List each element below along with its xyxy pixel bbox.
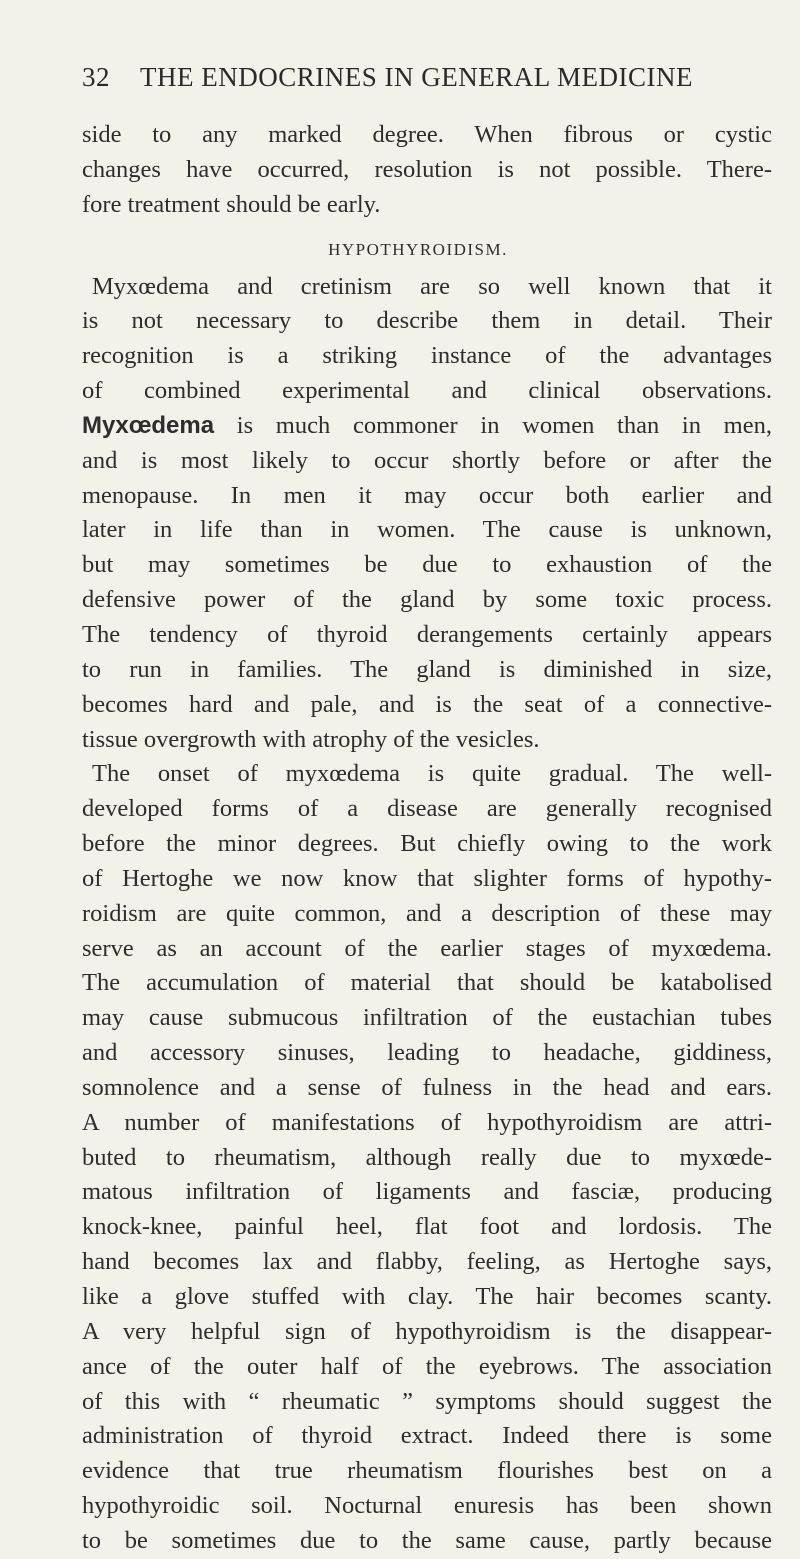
page-number: 32	[82, 62, 110, 92]
text-line: and accessory sinuses, leading to headache, giddiness,	[82, 1039, 772, 1067]
running-head	[82, 62, 766, 102]
text-line: tissue overgrowth with atrophy of the vesicles.	[82, 725, 540, 753]
text-line: roidism are quite common, and a description of these may	[82, 899, 772, 927]
text-line: recognition is a striking instance of the advantages	[82, 342, 772, 370]
section-heading: HYPOTHYROIDISM.	[328, 239, 508, 259]
text-line: buted to rheumatism, although really due to myxœde-	[82, 1143, 772, 1171]
text-line: knock-knee, painful heel, flat foot and lordosis. The	[82, 1213, 772, 1241]
text-line: serve as an account of the earlier stages of myxœdema.	[82, 934, 772, 962]
running-head-title: THE ENDOCRINES IN GENERAL MEDICINE	[140, 62, 693, 92]
text-line: hypothyroidic soil. Nocturnal enuresis has been shown	[82, 1492, 772, 1520]
text-line: fore treatment should be early.	[82, 190, 381, 218]
text-line: developed forms of a disease are generally recognised	[82, 795, 772, 823]
text-line: The onset of myxœdema is quite gradual. The well-	[92, 760, 772, 788]
text-line: becomes hard and pale, and is the seat of a connective-	[82, 690, 772, 718]
text-line: A number of manifestations of hypothyroidism are attri-	[82, 1108, 772, 1136]
text-line: like a glove stuffed with clay. The hair becomes scanty.	[82, 1283, 772, 1310]
text-line: matous infiltration of ligaments and fasciæ, producing	[82, 1178, 772, 1206]
text-line: defensive power of the gland by some toxic process.	[82, 586, 772, 614]
bold-term: Myxœdema	[82, 411, 215, 439]
text-line: hand becomes lax and flabby, feeling, as Hertoghe says,	[82, 1248, 772, 1276]
text-line: The accumulation of material that should be katabolised	[82, 969, 772, 997]
text-line: The tendency of thyroid derangements certainly appears	[82, 620, 772, 648]
text-line: may cause submucous infiltration of the eustachian tubes	[82, 1004, 772, 1032]
text-line-with-term	[82, 409, 772, 444]
text-line: and is most likely to occur shortly before or after the	[82, 446, 772, 474]
text-line: somnolence and a sense of fulness in the head and ears.	[82, 1073, 772, 1101]
text-line: administration of thyroid extract. Indeed there is some	[82, 1422, 772, 1450]
text-line: A very helpful sign of hypothyroidism is the disappear-	[82, 1317, 772, 1345]
text-line: evidence that true rheumatism flourishes best on a	[82, 1457, 772, 1485]
text-line: before the minor degrees. But chiefly owing to the work	[82, 830, 772, 858]
text-line: changes have occurred, resolution is not possible. There-	[82, 155, 772, 183]
text-line: of this with “ rheumatic ” symptoms should suggest the	[82, 1387, 772, 1415]
text-line-rest: is much commoner in women than in men,	[214, 411, 772, 439]
text-line: is not necessary to describe them in detail. Their	[82, 307, 772, 335]
text-line: ance of the outer half of the eyebrows. The association	[82, 1352, 772, 1380]
text-line: to run in families. The gland is diminished in size,	[82, 655, 772, 683]
text-line: to be sometimes due to the same cause, partly because	[82, 1526, 772, 1554]
text-line: later in life than in women. The cause is unknown,	[82, 516, 772, 544]
text-line: menopause. In men it may occur both earlier and	[82, 481, 772, 509]
text-line: but may sometimes be due to exhaustion of the	[82, 551, 772, 579]
text-line: side to any marked degree. When fibrous or cystic	[82, 121, 772, 148]
text-line: of Hertoghe we now know that slighter forms of hypothy-	[82, 864, 772, 892]
text-line: of combined experimental and clinical observations.	[82, 377, 772, 405]
text-line: Myxœdema and cretinism are so well known that it	[92, 272, 772, 300]
body-text	[82, 118, 772, 1559]
